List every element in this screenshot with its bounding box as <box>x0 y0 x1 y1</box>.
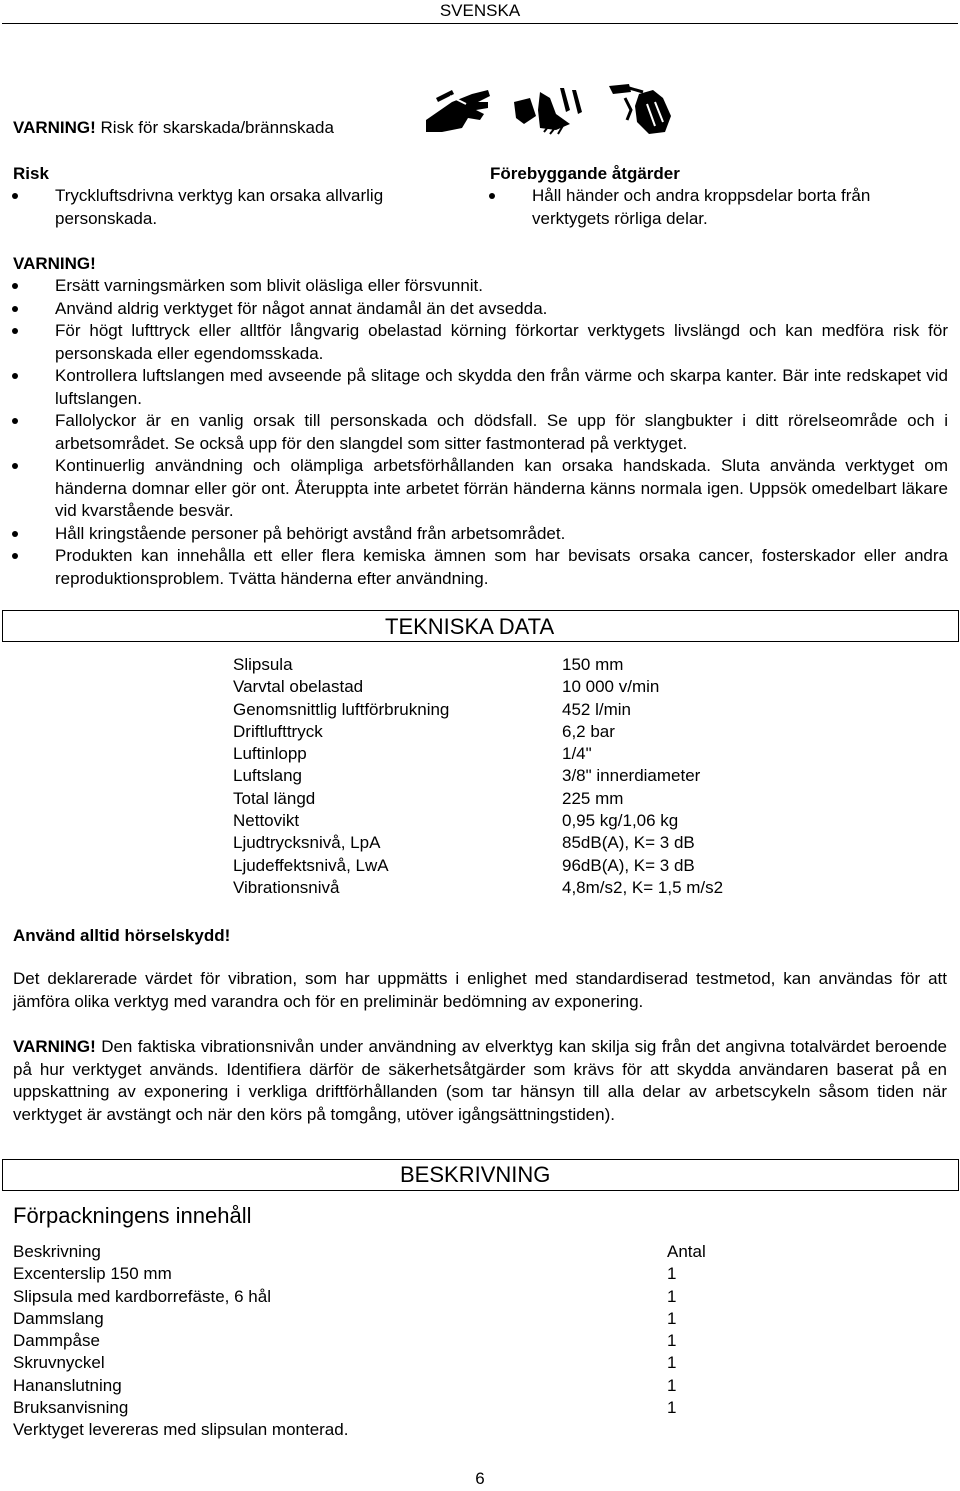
table-row <box>13 1263 933 1285</box>
list-item: Tryckluftsdrivna verktyg kan orsaka allvarlig personskada. <box>0 185 460 230</box>
spec-label: Driftlufttryck <box>233 721 323 741</box>
table-row <box>13 1308 933 1330</box>
spec-row <box>233 743 793 765</box>
item-qty: 1 <box>667 1286 677 1306</box>
footer-note-row <box>13 1419 933 1441</box>
spec-label: Ljudeffektsnivå, LwA <box>233 855 389 875</box>
spec-value: 85dB(A), K= 3 dB <box>562 833 695 853</box>
injection-hand-icon <box>605 80 677 138</box>
warning-label: VARNING! <box>13 118 96 137</box>
spec-rows <box>233 654 793 899</box>
spec-label: Ljudtrycksnivå, LpA <box>233 833 381 853</box>
spec-value: 4,8m/s2, K= 1,5 m/s2 <box>562 877 724 897</box>
warning-sharp <box>13 117 334 140</box>
risk-list <box>0 185 460 230</box>
spec-row <box>233 676 793 698</box>
header-rule <box>2 23 958 24</box>
spec-row <box>233 877 793 899</box>
page-number: 6 <box>475 1469 485 1488</box>
item-name: Hananslutning <box>13 1375 122 1395</box>
list-item: Kontinuerlig användning och olämpliga arbetsförhållanden kan orsaka handskada. Sluta använda verktyget om händerna domnar eller gör ont. Återuppta inte arbetet förrän händerna känns normala igen. Uppsök omedelbart läkare vid kvarstående besvär. <box>0 455 948 523</box>
warning2-list <box>0 275 948 590</box>
table-row <box>13 1375 933 1397</box>
item-qty: 1 <box>667 1375 677 1395</box>
spec-row <box>233 721 793 743</box>
list-item: Håll kringstående personer på behörigt avstånd från arbetsområdet. <box>0 523 948 546</box>
spec-row <box>233 765 793 787</box>
spec-value: 96dB(A), K= 3 dB <box>562 855 695 875</box>
item-qty: 1 <box>667 1264 677 1284</box>
spec-row <box>233 654 793 676</box>
warning-text: Risk för skarskada/brännskada <box>95 118 334 137</box>
list-item: Fallolyckor är en vanlig orsak till personskada och dödsfall. Se upp för slangbukter i ditt rörelseområde och i arbetsområdet. Se också upp för den slangdel som sitter fastmonterad på verktyget. <box>0 410 948 455</box>
item-name: Dammslang <box>13 1308 104 1328</box>
warning3-text: Den faktiska vibrationsnivån under användning av elverktyg kan skilja sig från det angivna totalvärdet beroende på hur verktyget används. Identifiera därför de säkerhetsåtgärder som krävs för att skydda användaren baserat på en uppskattning av exponering i verkliga driftförhållanden (som tar hänsyn till alla delar av arbetscykeln såsom tiden när verktyget är avstängt och när den körs på tomgång, utöver igångsättningstiden). <box>13 1037 947 1124</box>
table-row <box>13 1330 933 1352</box>
list-item: Använd aldrig verktyget för något annat ändamål än det avsedda. <box>0 298 948 321</box>
item-qty: 1 <box>667 1331 677 1351</box>
spec-label: Luftinlopp <box>233 744 307 764</box>
list-item: Ersätt varningsmärken som blivit oläsliga eller försvunnit. <box>0 275 948 298</box>
warning2-label: VARNING! <box>13 254 96 273</box>
item-name: Slipsula med kardborrefäste, 6 hål <box>13 1286 271 1306</box>
item-name: Dammpåse <box>13 1331 100 1351</box>
page-header: SVENSKA <box>439 1 521 20</box>
warning3-paragraph <box>13 1036 947 1126</box>
spec-label: Varvtal obelastad <box>233 677 364 697</box>
prevention-list <box>477 185 947 230</box>
spec-value: 452 l/min <box>562 699 631 719</box>
list-item: Produkten kan innehålla ett eller flera kemiska ämnen som har bevisats orsaka cancer, fosterskador eller andra reproduktionsproblem. Tvätta händerna efter användning. <box>0 545 948 590</box>
warning3-label: VARNING! <box>13 1037 96 1056</box>
spec-value: 150 mm <box>562 655 624 674</box>
spec-label: Slipsula <box>233 655 293 674</box>
package-heading: Förpackningens innehåll <box>13 1203 252 1228</box>
risk-heading: Risk <box>13 164 49 183</box>
table-row <box>13 1352 933 1374</box>
spec-row <box>233 832 793 854</box>
package-table <box>13 1241 933 1442</box>
cut-hand-icon <box>422 80 492 136</box>
list-item: Håll händer och andra kroppsdelar borta från verktygets rörliga delar. <box>477 185 947 230</box>
spec-label: Total längd <box>233 788 316 808</box>
item-qty: 1 <box>667 1398 677 1418</box>
table-row <box>13 1397 933 1419</box>
item-name: Bruksanvisning <box>13 1398 129 1418</box>
description-title: BESKRIVNING <box>400 1162 551 1187</box>
spec-label: Genomsnittlig luftförbrukning <box>233 699 450 719</box>
spec-value: 6,2 bar <box>562 721 615 741</box>
col-desc-header: Beskrivning <box>13 1242 101 1261</box>
technical-title: TEKNISKA DATA <box>385 614 555 639</box>
vibration-paragraph: Det deklarerade värdet för vibration, som har uppmätts i enlighet med standardiserad testmetod, kan användas för att jämföra olika verktyg med varandra och för en preliminär bedömning av exponering. <box>13 969 947 1011</box>
spec-label: Nettovikt <box>233 811 300 831</box>
burn-hand-icon <box>510 84 590 136</box>
prevention-heading: Förebyggande åtgärder <box>490 164 680 183</box>
spec-label: Vibrationsnivå <box>233 877 340 897</box>
item-name: Excenterslip 150 mm <box>13 1264 172 1284</box>
spec-label: Luftslang <box>233 766 302 786</box>
spec-value: 0,95 kg/1,06 kg <box>562 811 679 831</box>
spec-row <box>233 855 793 877</box>
spec-row <box>233 810 793 832</box>
item-name: Skruvnyckel <box>13 1353 105 1373</box>
spec-value: 1/4" <box>562 744 592 764</box>
list-item: För högt lufttryck eller alltför långvarig obelastad körning förkortar verktygets livslängd och kan medföra risk för personskada eller egendomsskada. <box>0 320 948 365</box>
spec-value: 225 mm <box>562 788 624 808</box>
spec-row <box>233 699 793 721</box>
item-qty: 1 <box>667 1308 677 1328</box>
spec-value: 10 000 v/min <box>562 677 660 697</box>
item-qty: 1 <box>667 1353 677 1373</box>
spec-row <box>233 788 793 810</box>
list-item: Kontrollera luftslangen med avseende på slitage och skydda den från värme och skarpa kanter. Bär inte redskapet vid luftslangen. <box>0 365 948 410</box>
table-row <box>13 1286 933 1308</box>
hearing-note: Använd alltid hörselskydd! <box>13 926 231 945</box>
package-header-row <box>13 1241 933 1263</box>
spec-value: 3/8" innerdiameter <box>562 766 701 786</box>
footer-note: Verktyget levereras med slipsulan monterad. <box>13 1420 349 1440</box>
col-qty-header: Antal <box>667 1242 706 1261</box>
